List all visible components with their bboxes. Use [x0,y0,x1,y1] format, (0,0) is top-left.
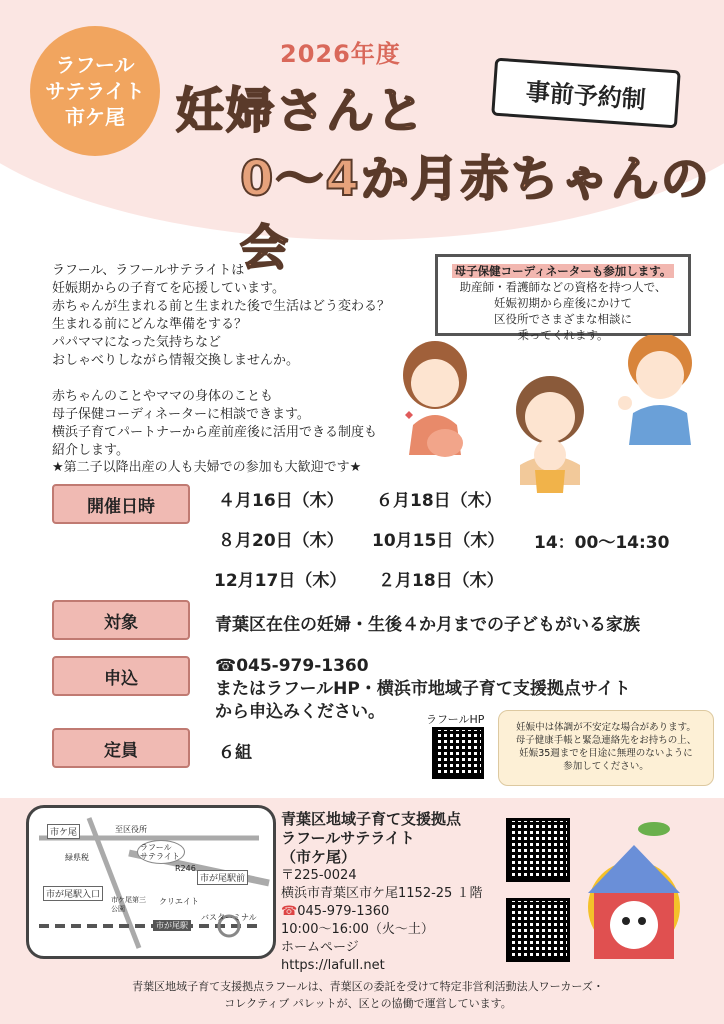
schedule-label: 開催日時 [52,484,190,524]
opening-hours: 10:00～16:00（火～土） [281,922,434,937]
map-label: 市ケ尾 [47,824,80,839]
footer-note [68,978,668,1012]
caution-line: 母子健康手帳と緊急連絡先をお持ちの上、 [515,735,697,746]
intro-line: おしゃべりしながら情報交換しませんか。 [52,353,300,368]
intro-line: 妊娠期からの子育てを応援しています。 [52,281,285,296]
phone-line [281,903,482,921]
date-oct: 10月15日（木） [372,531,505,551]
map-label: 市が尾駅入口 [43,886,103,901]
family-illustration [395,335,715,495]
address-block [281,810,482,975]
map-label: 市が尾駅前 [197,870,248,885]
postal-code: 〒225-0024 [281,868,357,883]
coordinator-headline: 母子保健コーディネーターも参加します。 [452,264,675,278]
coordinator-line: 区役所でさまざまな相談に [494,312,632,326]
intro-line: ラフール、ラフールサテライトは [52,263,245,278]
access-map [26,805,276,959]
map-label: 緑県税 [65,853,89,862]
map-label: バスターミナル [201,913,257,922]
homepage-label: ホームページ [281,940,359,955]
caution-line: 妊娠35週までを目途に無理のないように [519,748,693,759]
phone-icon: ☎ [281,904,298,919]
caution-note [498,710,714,786]
page-title-line-1: 妊婦さんと [176,83,427,139]
street-address: 横浜市青葉区市ケ尾1152-25 １階 [281,886,483,901]
apply-line-3: から申込みください。 [215,702,385,722]
caution-line: 妊娠中は体調が不安定な場合があります。 [516,722,696,733]
org-name: 青葉区地域子育て支援拠点 [281,810,462,828]
map-label: 至区役所 [115,825,147,834]
session-time: 14：00～14:30 [534,533,670,553]
coordinator-line: 助産師・看護師などの資格を持つ人で、 [459,280,667,294]
facility-branch: （市ケ尾） [281,848,357,866]
date-apr: ４月16日（木） [218,491,344,511]
badge-line-2: サテライト [45,79,145,103]
mascot-logo [582,815,692,965]
caution-line: 参加してください。 [563,761,649,772]
coordinator-illustration [618,335,692,445]
date-aug: ８月20日（木） [218,531,344,551]
welcome-note: ★第二子以降出産の人も夫婦での参加も大歓迎です★ [52,460,362,475]
homepage-url[interactable]: https://lafull.net [281,958,385,973]
intro-text [52,262,422,478]
map-label: 市ケ尾第三公園 [111,896,146,913]
footer-note-line: 青葉区地域子育て支援拠点ラフールは、青葉区の委託を受けて特定非営利活動法人ワーカーズ・ [132,980,604,993]
footer-note-line: コレクティブ パレットが、区との協働で運営しています。 [224,997,512,1010]
map-label: 市が尾駅 [153,920,191,931]
intro-line: 赤ちゃんが生まれる前と生まれた後で生活はどう変わる？ [52,299,391,314]
map-label: ラフール サテライト [137,840,185,864]
date-feb: ２月18日（木） [378,571,504,591]
homepage-qr-code[interactable] [432,727,484,779]
location-badge [30,26,160,156]
qr-label: ラフールHP [426,713,485,726]
instagram-qr-code[interactable] [506,818,570,882]
intro-line: 生まれる前にどんな準備をする？ [52,317,248,332]
apply-phone: 045-979-1360 [236,656,369,676]
coordinator-line: 妊娠初期から産後にかけて [494,296,632,310]
intro-line: 母子保健コーディネーターに相談できます。 [52,407,310,422]
reservation-badge: 事前予約制 [491,58,681,129]
facebook-qr-code[interactable] [506,898,570,962]
target-value: 青葉区在住の妊婦・生後４か月までの子どもがいる家族 [215,615,640,635]
phone-icon: ☎ [215,656,237,676]
badge-line-3: 市ケ尾 [65,105,125,129]
apply-line-2: またはラフールHP・横浜市地域子育て支援拠点サイト [215,679,631,699]
year-label: 2026年度 [280,40,401,68]
facility-phone: 045-979-1360 [297,904,390,919]
intro-line: 横浜子育てパートナーから産前産後に活用できる制度も [52,425,378,440]
intro-line: 紹介します。 [52,443,129,458]
target-label: 対象 [52,600,190,640]
badge-line-1: ラフール [55,53,135,77]
intro-line: 赤ちゃんのことやママの身体のことも [52,389,274,404]
apply-label: 申込 [52,656,190,696]
mother-baby-illustration [516,376,584,493]
intro-line: パパママになった気持ちなど [52,335,222,350]
facility-name: ラフールサテライト [281,829,415,847]
intro-paragraph-2 [52,388,422,460]
date-jun: ６月18日（木） [376,491,502,511]
intro-paragraph-1 [52,262,422,370]
page-title-line-2: 0～4か月赤ちゃんの会 [240,151,711,276]
map-label: クリエイト [159,897,199,906]
coordinator-box [435,254,691,342]
pregnant-woman-illustration [403,341,467,457]
date-dec: 12月17日（木） [214,571,347,591]
capacity-label: 定員 [52,728,190,768]
capacity-value: ６組 [218,743,252,763]
coordinator-line: 乗ってくれます。 [517,328,609,342]
map-label: R246 [175,864,196,873]
